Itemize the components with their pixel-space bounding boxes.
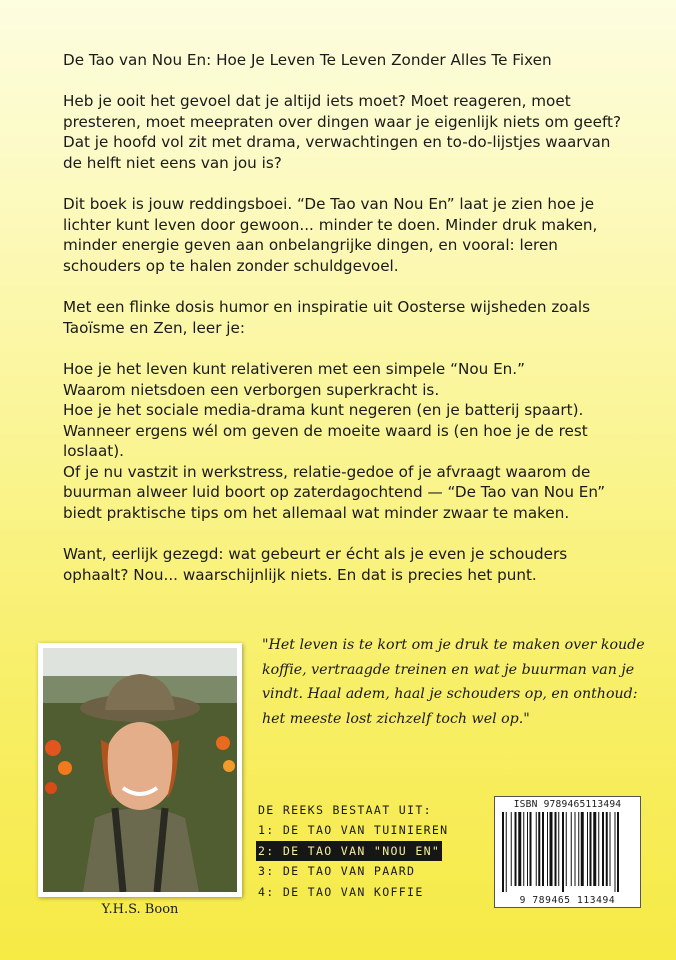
list-item: Of je nu vastzit in werkstress, relatie-gedoe of je afvraagt waarom de buurman alweer luid boort op zaterdagochtend — “De Tao van Nou En” biedt praktische tips om het allemaal wat minder zwaar te maken. [63, 462, 606, 523]
barcode-bar [617, 812, 619, 892]
barcode-bar [578, 812, 579, 886]
barcode-bar [518, 812, 521, 886]
barcode-bar [562, 812, 564, 892]
barcode-bar [506, 812, 507, 892]
series-item: 3: DE TAO VAN PAARD [258, 864, 416, 879]
author-photo [38, 643, 242, 897]
barcode-bar [587, 812, 588, 886]
list-item: Wanneer ergens wél om geven de moeite waard is (en hoe je de rest loslaat). [63, 421, 588, 461]
barcode-bar [581, 812, 584, 886]
barcode-bar [515, 812, 517, 886]
barcode-bar [538, 812, 540, 886]
book-title-line: De Tao van Nou En: Hoe Je Leven Te Leven Zonder Alles Te Fixen [63, 51, 552, 69]
intro-paragraph: Heb je ooit het gevoel dat je altijd iets moet? Moet reageren, moet presteren, moet meepraten over dingen waar je eigenlijk niets om geeft? Dat je hoofd vol zit met drama, verwachtingen en to-do-lijstjes waarvan de helft niet eens van jou is? [63, 92, 622, 172]
series-item: 1: DE TAO VAN TUINIEREN [258, 823, 449, 838]
barcode-bar [523, 812, 524, 886]
closing-paragraph: Want, eerlijk gezegd: wat gebeurt er écht als je even je schouders ophaalt? Nou... waarschijnlijk niets. En dat is precies het punt. [63, 545, 568, 584]
barcode-bar [550, 812, 553, 886]
barcode-bar [542, 812, 544, 886]
barcode-bar [606, 812, 608, 886]
author-quote: "Het leven is te kort om je druk te maken over koude koffie, vertraagde treinen en wat je buurman van je vindt. Haal adem, haal je schouders op, en onthoud: het meeste lost zichzelf toch wel op." [262, 637, 645, 727]
barcode-bar [566, 812, 567, 886]
barcode-bar [547, 812, 548, 886]
isbn-label: ISBN 9789465113494 [513, 799, 622, 810]
list-item: Hoe je het leven kunt relativeren met een simpele “Nou En.” [63, 359, 525, 378]
list-item: Waarom nietsdoen een verborgen superkracht is. [63, 380, 440, 399]
barcode-bar [602, 812, 604, 886]
barcode-bars [502, 812, 633, 892]
barcode-bar [590, 812, 592, 886]
series-item-current: 2: DE TAO VAN "NOU EN" [256, 841, 442, 861]
barcode-bar [530, 812, 532, 886]
series-item: 4: DE TAO VAN KOFFIE [258, 884, 424, 899]
series-heading: DE REEKS BESTAAT UIT: [258, 803, 432, 817]
barcode-bar [615, 812, 616, 892]
barcode-bar [511, 812, 512, 886]
barcode-bar [610, 812, 611, 886]
barcode-bar [558, 812, 559, 886]
barcode-bar [536, 812, 537, 886]
lead-in-paragraph: Met een flinke dosis humor en inspiratie uit Oosterse wijsheden zoals Taoïsme en Zen, leer je: [63, 298, 591, 337]
barcode-digits: 9 789465 113494 [519, 895, 616, 906]
pitch-paragraph: Dit boek is jouw reddingsboei. “De Tao van Nou En” laat je zien hoe je lichter kunt leven door gewoon... minder te doen. Minder druk maken, minder energie geven aan onbelangrijke dingen, en vooral: leren schouders op te halen zonder schuldgevoel. [63, 195, 598, 275]
list-item: Hoe je het sociale media-drama kunt negeren (en je batterij spaart). [63, 401, 584, 420]
barcode-bar [571, 812, 572, 886]
barcode-bar [593, 812, 596, 886]
barcode-bar [527, 812, 528, 886]
barcode-bar [555, 812, 557, 886]
back-cover-text [63, 50, 633, 606]
isbn-barcode [494, 796, 641, 908]
barcode-bar [598, 812, 599, 886]
author-name-caption: Y.H.S. Boon [101, 902, 179, 917]
benefits-list [63, 359, 633, 524]
series-list [256, 800, 488, 902]
barcode-bar [502, 812, 504, 892]
barcode-bar [575, 812, 576, 886]
